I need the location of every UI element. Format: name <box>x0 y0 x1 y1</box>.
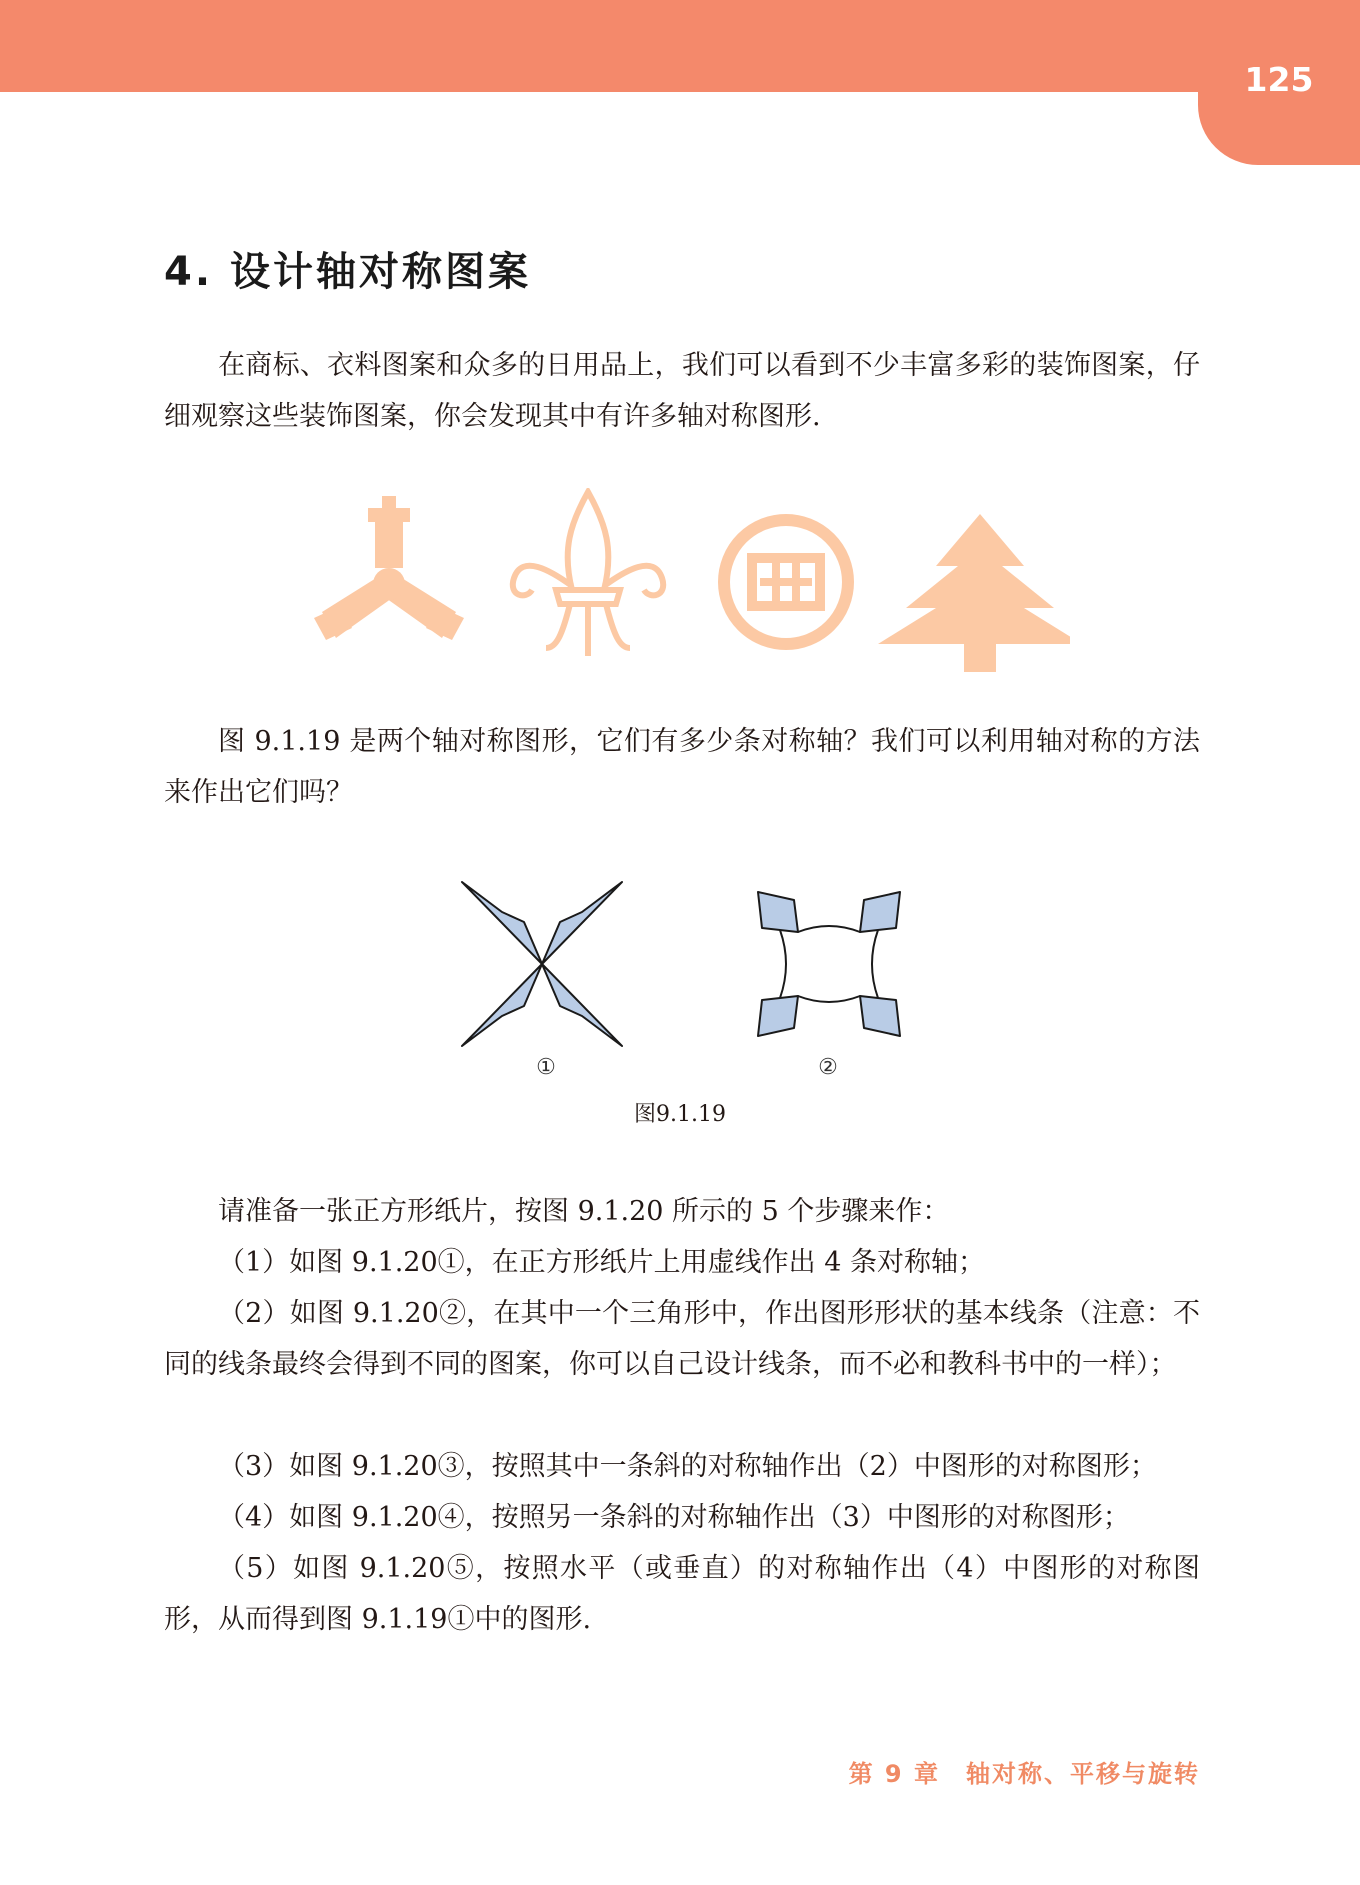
figure-caption: 图9.1.19 <box>634 1102 726 1127</box>
steps-intro: 请准备一张正方形纸片，按图 9.1.20 所示的 5 个步骤来作： <box>218 1196 950 1227</box>
step-3: （3）如图 9.1.20③，按照其中一条斜的对称轴作出（2）中图形的对称图形； <box>218 1451 1157 1482</box>
chapter-footer: 第 9 章 轴对称、平移与旋转 <box>848 1760 1200 1788</box>
question-paragraph: 图 9.1.19 是两个轴对称图形，它们有多少条对称轴？我们可以利用轴对称的方法来作出它们吗？ <box>164 726 1200 808</box>
decorative-figures <box>300 488 1070 678</box>
figure-2-curves <box>780 926 878 1002</box>
figure-2-label: ② <box>818 1055 838 1080</box>
intro-paragraph: 在商标、衣料图案和众多的日用品上，我们可以看到不少丰富多彩的装饰图案，仔细观察这些装饰图案，你会发现其中有许多轴对称图形. <box>164 350 1200 432</box>
page-number: 125 <box>1244 60 1314 99</box>
step-5: （5）如图 9.1.20⑤，按照水平（或垂直）的对称轴作出（4）中图形的对称图形，从而得到图 9.1.19①中的图形. <box>164 1553 1200 1635</box>
figure-1-kites <box>462 882 622 1046</box>
pine-tree-icon <box>878 514 1070 672</box>
figure-2-squares <box>758 892 900 1036</box>
three-blade-emblem-icon <box>314 496 464 640</box>
header-band <box>0 0 1360 92</box>
fleur-de-lis-icon <box>513 492 663 656</box>
step-4: （4）如图 9.1.20④，按照另一条斜的对称轴作出（3）中图形的对称图形； <box>218 1502 1130 1533</box>
bank-logo-icon <box>724 520 848 644</box>
step-1: （1）如图 9.1.20①，在正方形纸片上用虚线作出 4 条对称轴； <box>218 1247 985 1278</box>
figure-9-1-19 <box>440 870 940 1090</box>
section-title: 4. 设计轴对称图案 <box>164 249 531 295</box>
step-2: （2）如图 9.1.20②，在其中一个三角形中，作出图形形状的基本线条（注意：不同的线条最终会得到不同的图案，你可以自己设计线条，而不必和教科书中的一样）； <box>164 1298 1200 1380</box>
figure-1-label: ① <box>536 1055 556 1080</box>
